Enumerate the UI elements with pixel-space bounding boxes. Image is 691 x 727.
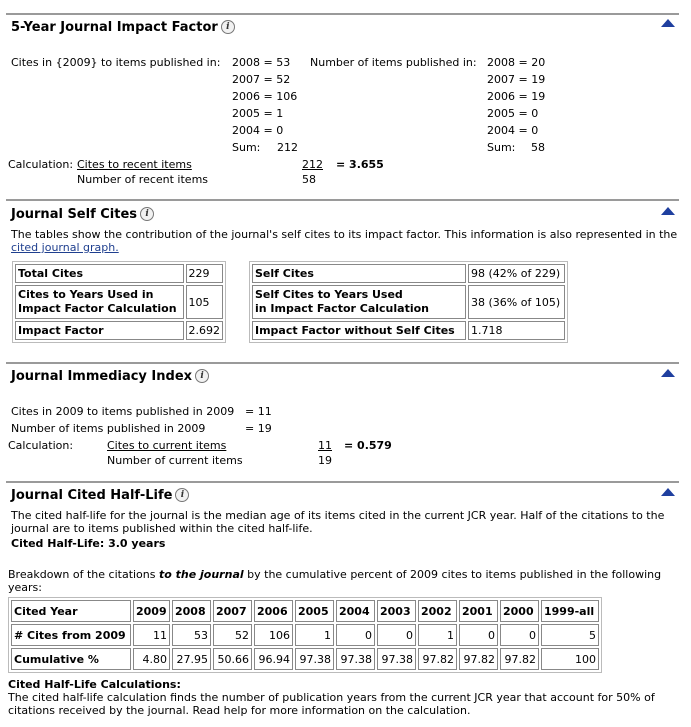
cites-row: 2004 = 0 [232, 124, 284, 137]
table-header-cell: 2007 [213, 600, 252, 622]
table-cell: 97.38 [295, 648, 334, 670]
items-row: 2006 = 19 [487, 90, 546, 103]
section-divider [6, 199, 679, 201]
info-icon[interactable]: i [175, 488, 189, 502]
back-to-top-arrow-icon[interactable] [661, 369, 675, 377]
table-header-cell: 2005 [295, 600, 334, 622]
table-cell: 52 [213, 624, 252, 646]
back-to-top-arrow-icon[interactable] [661, 207, 675, 215]
numerator-value: 11 [318, 439, 332, 452]
table-row-label: # Cites from 2009 [11, 624, 131, 646]
half-life-description: The cited half-life for the journal is the median age of its items cited in the current JCR year. Half of the citations to the journal are to items published within the cited half-life. [11, 509, 665, 535]
impact-factor-label: Impact Factor [15, 321, 184, 340]
table-header-cell: 2009 [133, 600, 170, 622]
self-cites-label: Self Cites [252, 264, 466, 283]
info-icon[interactable]: i [221, 20, 235, 34]
self-cites-left-table [12, 261, 226, 343]
table-header-cell: 2001 [459, 600, 498, 622]
impact-factor-without-self-cites-value: 1.718 [468, 321, 565, 340]
immediacy-title: Journal Immediacy Index i [11, 369, 209, 384]
cited-half-life-value: Cited Half-Life: 3.0 years [11, 537, 166, 550]
items-row: 2004 = 0 [487, 124, 539, 137]
table-cell: 53 [172, 624, 211, 646]
five-year-result: = 3.655 [336, 158, 384, 171]
half-life-table [8, 597, 602, 673]
cites-sum-label: Sum: [232, 141, 261, 154]
self-cites-right-table [249, 261, 568, 343]
cites-row: 2005 = 1 [232, 107, 284, 120]
five-year-title: 5-Year Journal Impact Factor i [11, 20, 235, 35]
section-divider [6, 13, 679, 15]
table-cell: 5 [541, 624, 599, 646]
numerator-label: Cites to recent items [77, 158, 192, 171]
table-cell: 97.82 [459, 648, 498, 670]
items-row: 2008 = 20 [487, 56, 546, 69]
items-row: 2007 = 19 [487, 73, 546, 86]
cites-label: Cites in {2009} to items published in: [11, 56, 221, 69]
table-cell: 27.95 [172, 648, 211, 670]
calculation-label: Calculation: [8, 439, 74, 452]
table-cell: 50.66 [213, 648, 252, 670]
self-cites-title: Journal Self Cites i [11, 207, 154, 222]
cites-sum-value: 212 [277, 141, 298, 154]
calculations-title: Cited Half-Life Calculations: [8, 678, 181, 691]
back-to-top-arrow-icon[interactable] [661, 19, 675, 27]
items-sum-value: 58 [531, 141, 545, 154]
denominator-value: 19 [318, 454, 332, 467]
info-icon[interactable]: i [195, 369, 209, 383]
items-label: Number of items published in: [310, 56, 477, 69]
table-header-cell: 2004 [336, 600, 375, 622]
table-row [11, 624, 599, 646]
cites-row: 2008 = 53 [232, 56, 291, 69]
table-cell: 11 [133, 624, 170, 646]
table-header-cell: 2000 [500, 600, 539, 622]
table-cell: 0 [459, 624, 498, 646]
table-header-cell: 2002 [418, 600, 457, 622]
immediacy-result: = 0.579 [344, 439, 392, 452]
cites-row: 2006 = 106 [232, 90, 298, 103]
table-header-cell: Cited Year [11, 600, 131, 622]
self-cites-to-years-label: Self Cites to Years Used in Impact Factor Calculation [252, 285, 466, 319]
table-row-label: Cumulative % [11, 648, 131, 670]
cites-to-years-value: 105 [186, 285, 224, 319]
table-row [11, 648, 599, 670]
section-divider [6, 481, 679, 483]
immediacy-line2-label: Number of items published in 2009 [11, 422, 206, 435]
table-cell: 96.94 [254, 648, 293, 670]
immediacy-line2-value: = 19 [245, 422, 272, 435]
numerator-value: 212 [302, 158, 323, 171]
self-cites-to-years-value: 38 (36% of 105) [468, 285, 565, 319]
total-cites-label: Total Cites [15, 264, 184, 283]
table-header-cell: 1999-all [541, 600, 599, 622]
impact-factor-without-self-cites-label: Impact Factor without Self Cites [252, 321, 466, 340]
breakdown-text: Breakdown of the citations to the journal by the cumulative percent of 2009 cites to items published in the following years: [8, 568, 662, 594]
table-cell: 1 [295, 624, 334, 646]
impact-factor-value: 2.692 [186, 321, 224, 340]
table-cell: 97.38 [336, 648, 375, 670]
immediacy-line1-label: Cites in 2009 to items published in 2009 [11, 405, 235, 418]
table-header-cell: 2008 [172, 600, 211, 622]
table-cell: 0 [377, 624, 416, 646]
table-cell: 97.38 [377, 648, 416, 670]
table-cell: 0 [336, 624, 375, 646]
cited-journal-graph-link[interactable]: cited journal graph. [11, 241, 119, 254]
table-cell: 100 [541, 648, 599, 670]
denominator-label: Number of current items [107, 454, 243, 467]
section-divider [6, 362, 679, 364]
table-header-cell: 2003 [377, 600, 416, 622]
items-sum-label: Sum: [487, 141, 516, 154]
table-cell: 1 [418, 624, 457, 646]
denominator-label: Number of recent items [77, 173, 209, 186]
table-header-cell: 2006 [254, 600, 293, 622]
calculation-label: Calculation: [8, 158, 74, 171]
self-cites-value: 98 (42% of 229) [468, 264, 565, 283]
table-cell: 97.82 [500, 648, 539, 670]
cites-to-years-label: Cites to Years Used in Impact Factor Calculation [15, 285, 184, 319]
half-life-title: Journal Cited Half-Life i [11, 488, 189, 503]
calculations-description: The cited half-life calculation finds the number of publication years from the current JCR year that account for 50% of citations received by the journal. Read help for more information on the calculation. [8, 691, 655, 717]
denominator-value: 58 [302, 173, 316, 186]
cites-row: 2007 = 52 [232, 73, 291, 86]
table-cell: 106 [254, 624, 293, 646]
items-row: 2005 = 0 [487, 107, 539, 120]
table-cell: 0 [500, 624, 539, 646]
back-to-top-arrow-icon[interactable] [661, 488, 675, 496]
table-cell: 97.82 [418, 648, 457, 670]
total-cites-value: 229 [186, 264, 224, 283]
numerator-label: Cites to current items [107, 439, 227, 452]
table-cell: 4.80 [133, 648, 170, 670]
immediacy-line1-value: = 11 [245, 405, 272, 418]
info-icon[interactable]: i [140, 207, 154, 221]
self-cites-description: The tables show the contribution of the journal's self cites to its impact factor. This information is also represented in the [11, 228, 678, 241]
